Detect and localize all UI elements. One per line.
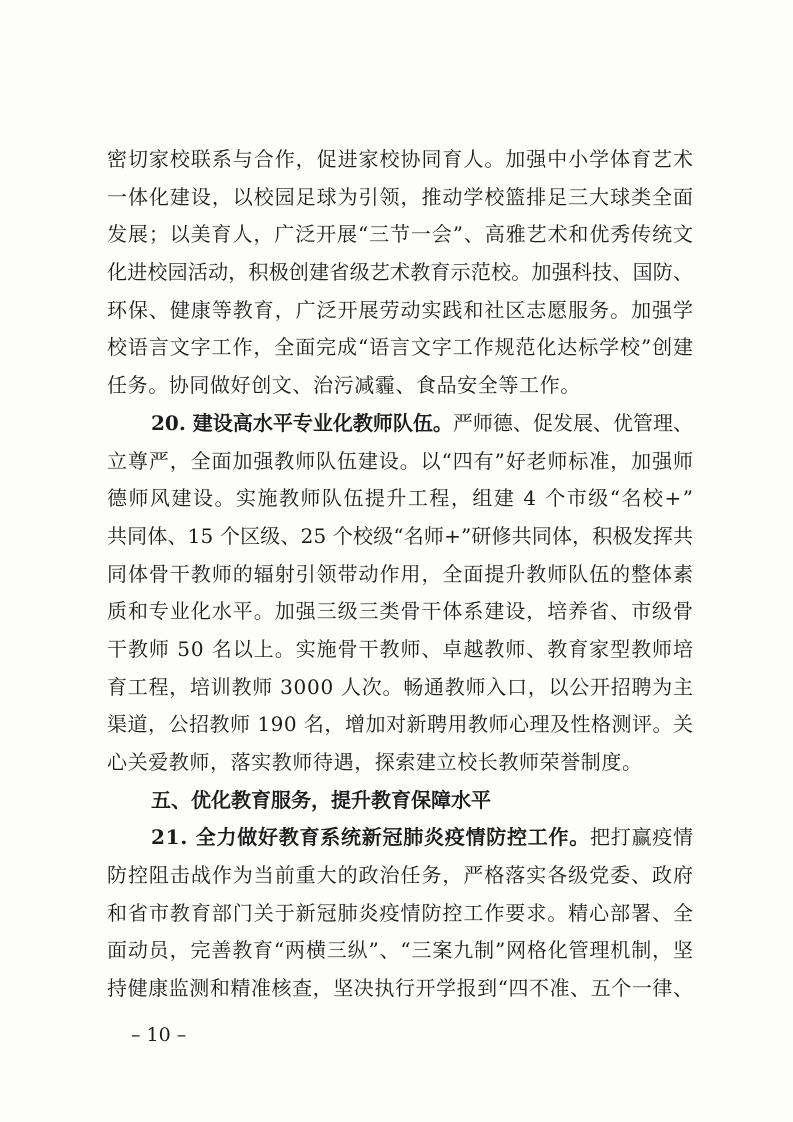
paragraph-continued bbox=[107, 141, 693, 405]
body-line bbox=[107, 631, 693, 669]
line-text: 发展；以美育人，广泛开展“三节一会”、高雅艺术和优秀传统文 bbox=[107, 222, 694, 247]
line-text: 防控阻击战作为当前重大的政治任务，严格落实各级党委、政府 bbox=[107, 863, 694, 888]
body-line bbox=[107, 932, 693, 970]
item-title: 21. 全力做好教育系统新冠肺炎疫情防控工作。 bbox=[151, 825, 590, 850]
line-text: 化进校园活动，积极创建省级艺术教育示范校。加强科技、国防、 bbox=[107, 260, 694, 285]
line-text: 和省市教育部门关于新冠肺炎疫情防控工作要求。精心部署、全 bbox=[107, 900, 694, 925]
body-line bbox=[107, 895, 693, 933]
paragraph-item-21 bbox=[107, 819, 693, 1007]
line-text: 一体化建设，以校园足球为引领，推动学校篮排足三大球类全面 bbox=[107, 184, 694, 209]
line-text bbox=[151, 825, 694, 849]
line-text: 渠道，公招教师 190 名，增加对新聘用教师心理及性格测评。关 bbox=[107, 712, 694, 737]
line-text: 同体骨干教师的辐射引领带动作用，全面提升教师队伍的整体素 bbox=[107, 561, 694, 586]
line-text: 环保、健康等教育，广泛开展劳动实践和社区志愿服务。加强学 bbox=[107, 297, 694, 322]
line-text: 干教师 50 名以上。实施骨干教师、卓越教师、教育家型教师培 bbox=[107, 636, 694, 661]
body-line bbox=[107, 857, 693, 895]
body-line bbox=[107, 216, 693, 254]
line-text: 持健康监测和精准核查，坚决执行开学报到“四不准、五个一律、 bbox=[107, 976, 694, 1001]
section-heading bbox=[107, 782, 693, 820]
line-text: 任务。协同做好创文、治污减霾、食品安全等工作。 bbox=[107, 373, 581, 398]
body-line-first bbox=[107, 819, 693, 857]
body-line bbox=[107, 179, 693, 217]
line-text: 育工程，培训教师 3000 人次。畅通教师入口，以公开招聘为主 bbox=[107, 674, 694, 699]
body-line bbox=[107, 443, 693, 481]
body-line bbox=[107, 593, 693, 631]
line-text: 面动员，完善教育“两横三纵”、“三案九制”网格化管理机制，坚 bbox=[107, 938, 694, 963]
body-line bbox=[107, 292, 693, 330]
body-line-last bbox=[107, 744, 693, 782]
body-line bbox=[107, 556, 693, 594]
line-text-rest: 把打赢疫情 bbox=[590, 825, 694, 850]
line-text: 密切家校联系与合作，促进家校协同育人。加强中小学体育艺术 bbox=[107, 147, 694, 171]
line-text: 质和专业化水平。加强三级三类骨干体系建设，培养省、市级骨 bbox=[107, 599, 694, 624]
body-line bbox=[107, 970, 693, 1008]
body-line bbox=[107, 329, 693, 367]
line-text bbox=[151, 411, 693, 435]
line-text-rest: 严师德、促发展、优管理、 bbox=[452, 410, 694, 435]
body-line-last bbox=[107, 367, 693, 405]
line-text: 心关爱教师，落实教师待遇，探索建立校长教师荣誉制度。 bbox=[107, 750, 643, 774]
body-line bbox=[107, 669, 693, 707]
line-text: 校语言文字工作，全面完成“语言文字工作规范化达标学校”创建 bbox=[107, 335, 694, 360]
line-text: 德师风建设。实施教师队伍提升工程，组建 4 个市级“名校+” bbox=[107, 486, 695, 511]
page-number: – 10 – bbox=[131, 1024, 187, 1046]
item-title: 20. 建设高水平专业化教师队伍。 bbox=[151, 410, 453, 435]
line-text: 立尊严，全面加强教师队伍建设。以“四有”好老师标准，加强师 bbox=[107, 448, 694, 473]
body-line bbox=[107, 480, 693, 518]
body-line bbox=[107, 141, 693, 179]
section-heading-text: 五、优化教育服务，提升教育保障水平 bbox=[151, 787, 491, 812]
body-line-first bbox=[107, 405, 693, 443]
line-text: 共同体、15 个区级、25 个校级“名师+”研修共同体，积极发挥共 bbox=[107, 523, 694, 548]
paragraph-item-20 bbox=[107, 405, 693, 782]
text-block bbox=[107, 141, 693, 1008]
body-line bbox=[107, 254, 693, 292]
body-line bbox=[107, 706, 693, 744]
body-line bbox=[107, 518, 693, 556]
